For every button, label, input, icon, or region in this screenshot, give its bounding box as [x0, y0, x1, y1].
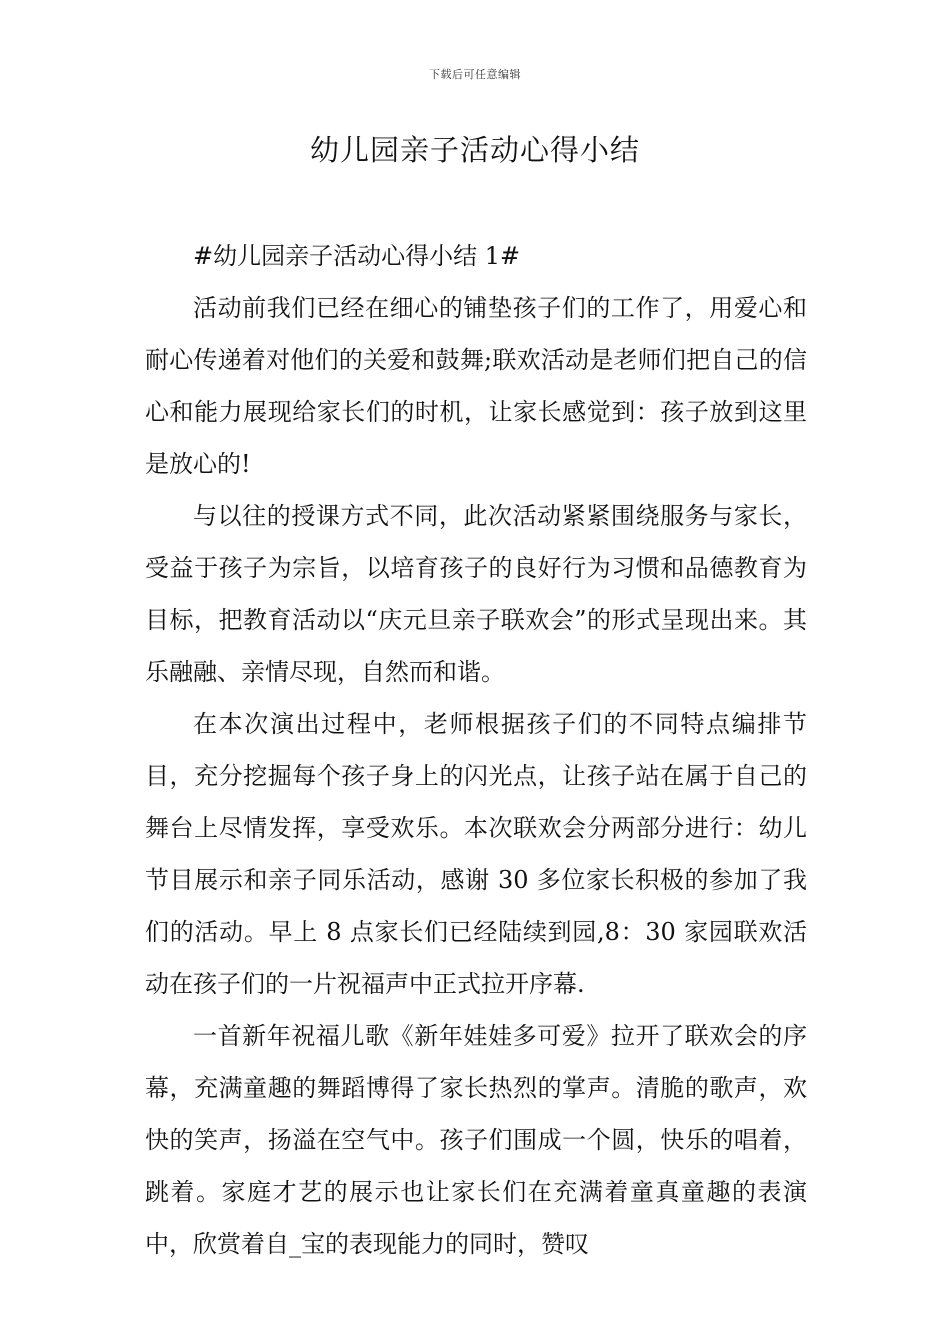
paragraph: 与以往的授课方式不同，此次活动紧紧围绕服务与家长，受益于孩子为宗旨，以培育孩子的良好行为习惯和品德教育为目标，把教育活动以“庆元旦亲子联欢会”的形式呈现出来。其乐融融、亲情尽现，自然而和谐。 — [145, 502, 807, 686]
document-title: 幼儿园亲子活动心得小结 — [309, 133, 640, 167]
paragraph: 一首新年祝福儿歌《新年娃娃多可爱》拉开了联欢会的序幕，充满童趣的舞蹈博得了家长热烈的掌声。清脆的歌声，欢快的笑声，扬溢在空气中。孩子们围成一个圆，快乐的唱着，跳着。家庭才艺的展示也让家长们在充满着童真童趣的表演中，欣赏着自_宝的表现能力的同时，赞叹 — [145, 1022, 807, 1258]
paragraph: 在本次演出过程中，老师根据孩子们的不同特点编排节目，充分挖掘每个孩子身上的闪光点，让孩子站在属于自己的舞台上尽情发挥，享受欢乐。本次联欢会分两部分进行：幼儿节目展示和亲子同乐活动，感谢 30 多位家长积极的参加了我们的活动。早上 8 点家长们已经陆续到园,8：30 家园联欢活动在孩子们的一片祝福声中正式拉开序幕. — [145, 710, 807, 998]
document-body — [145, 230, 807, 1270]
section-heading: #幼儿园亲子活动心得小结 1# — [193, 242, 521, 270]
header-note: 下载后可任意编辑 — [429, 68, 521, 81]
paragraph: 活动前我们已经在细心的铺垫孩子们的工作了，用爱心和耐心传递着对他们的关爱和鼓舞;联欢活动是老师们把自己的信心和能力展现给家长们的时机，让家长感觉到：孩子放到这里是放心的! — [145, 294, 807, 478]
